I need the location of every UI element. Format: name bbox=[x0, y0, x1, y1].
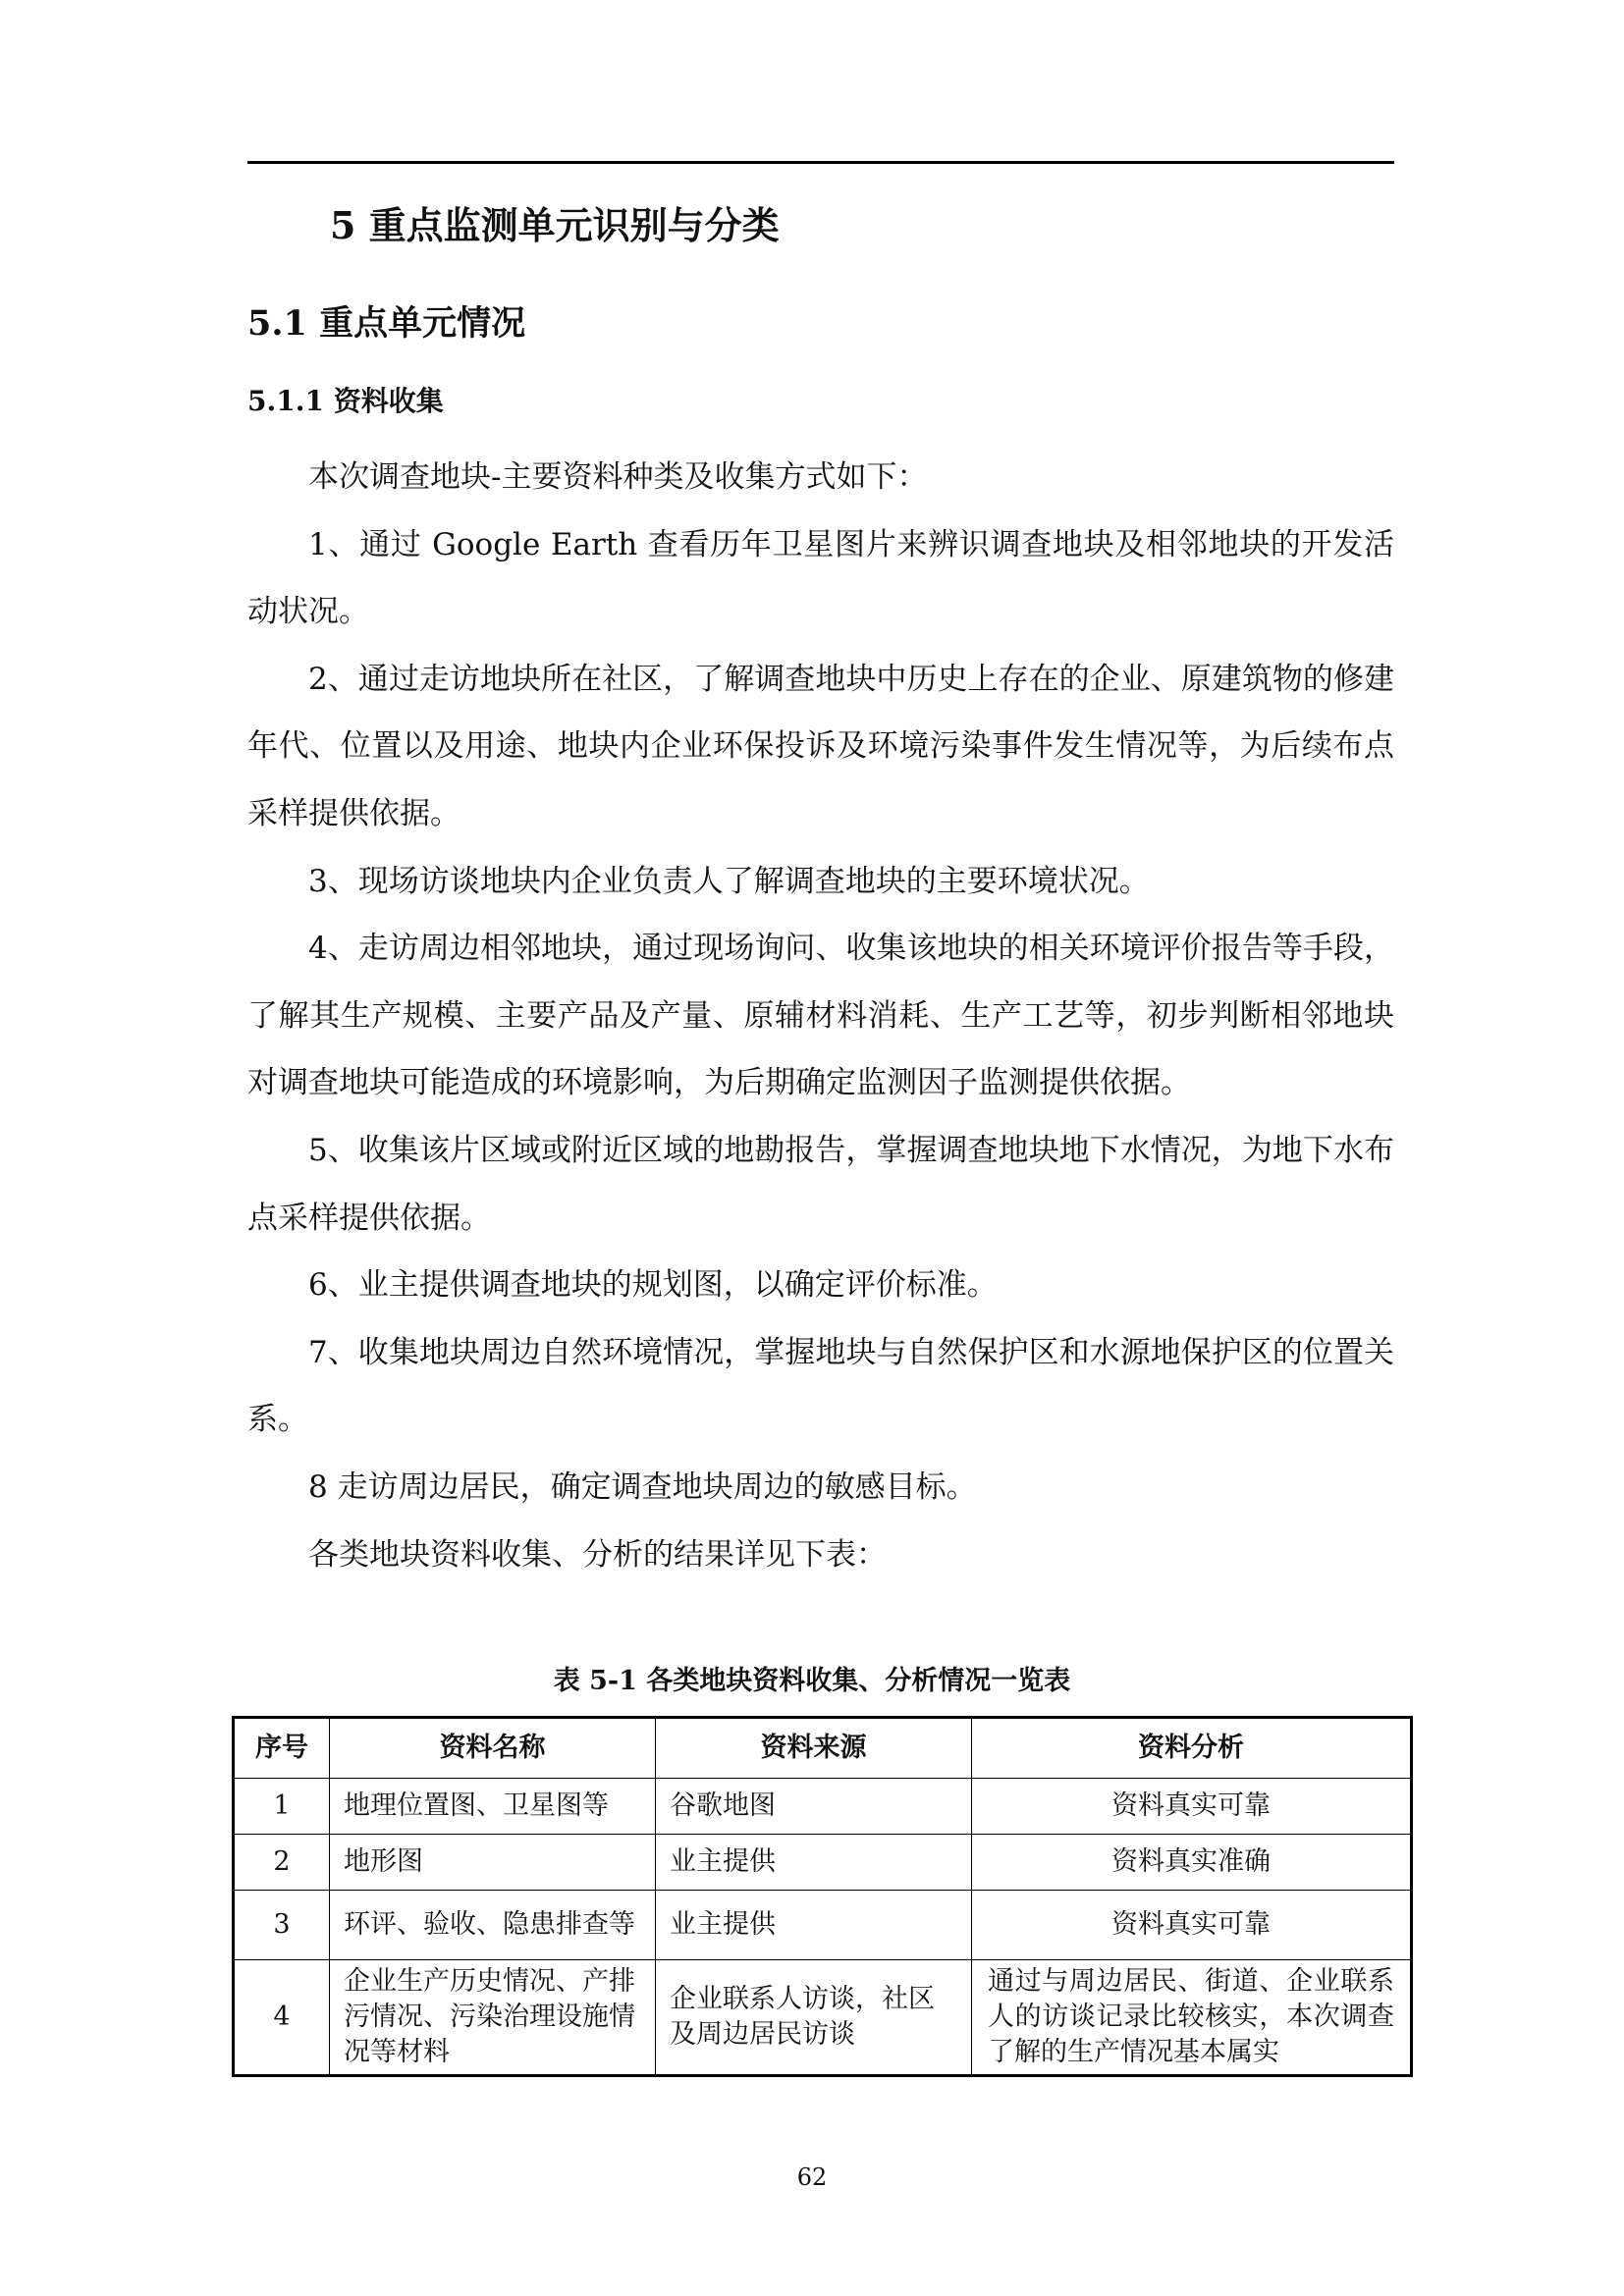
cell-name: 环评、验收、隐患排查等 bbox=[330, 1891, 656, 1960]
header-cell-name: 资料名称 bbox=[330, 1718, 656, 1779]
subsection-title: 5.1.1 资料收集 bbox=[247, 385, 444, 417]
page-number: 62 bbox=[796, 2163, 828, 2191]
paragraph-item-5: 5、收集该片区域或附近区域的地勘报告，掌握调查地块地下水情况，为地下水布点采样提供依据。 bbox=[247, 1132, 1394, 1236]
header-cell-source: 资料来源 bbox=[656, 1718, 972, 1779]
cell-no: 1 bbox=[234, 1779, 330, 1835]
paragraph-item-7: 7、收集地块周边自然环境情况，掌握地块与自然保护区和水源地保护区的位置关系。 bbox=[247, 1334, 1394, 1438]
table-row bbox=[234, 1891, 1412, 1960]
cell-analysis: 资料真实准确 bbox=[972, 1835, 1412, 1891]
header-rule bbox=[247, 161, 1394, 164]
table-caption: 表 5-1 各类地块资料收集、分析情况一览表 bbox=[553, 1666, 1071, 1696]
cell-analysis: 资料真实可靠 bbox=[972, 1891, 1412, 1960]
cell-analysis: 资料真实可靠 bbox=[972, 1779, 1412, 1835]
header-cell-no: 序号 bbox=[234, 1718, 330, 1779]
cell-source: 业主提供 bbox=[656, 1835, 972, 1891]
table-row bbox=[234, 1960, 1412, 2076]
cell-source: 企业联系人访谈，社区及周边居民访谈 bbox=[656, 1960, 972, 2076]
cell-name: 企业生产历史情况、产排污情况、污染治理设施情况等材料 bbox=[330, 1960, 656, 2076]
paragraph-item-8: 8 走访周边居民，确定调查地块周边的敏感目标。 bbox=[308, 1468, 977, 1505]
paragraph-item-6: 6、业主提供调查地块的规划图，以确定评价标准。 bbox=[308, 1267, 998, 1304]
cell-name: 地理位置图、卫星图等 bbox=[330, 1779, 656, 1835]
cell-no: 4 bbox=[234, 1960, 330, 2076]
body-text bbox=[247, 444, 1394, 1588]
paragraph-intro: 本次调查地块-主要资料种类及收集方式如下： bbox=[308, 459, 928, 495]
cell-source: 业主提供 bbox=[656, 1891, 972, 1960]
paragraph-item-1: 1、通过 Google Earth 查看历年卫星图片来辨识调查地块及相邻地块的开发活动状况。 bbox=[247, 526, 1394, 630]
cell-no: 3 bbox=[234, 1891, 330, 1960]
paragraph-table-lead: 各类地块资料收集、分析的结果详见下表： bbox=[308, 1536, 887, 1573]
cell-no: 2 bbox=[234, 1835, 330, 1891]
table-header-row bbox=[234, 1718, 1412, 1779]
header-cell-analysis: 资料分析 bbox=[972, 1718, 1412, 1779]
cell-source: 谷歌地图 bbox=[656, 1779, 972, 1835]
table-row bbox=[234, 1779, 1412, 1835]
paragraph-item-4: 4、走访周边相邻地块，通过现场询问、收集该地块的相关环境评价报告等手段，了解其生产规模、主要产品及产量、原辅材料消耗、生产工艺等，初步判断相邻地块对调查地块可能造成的环境影响，为后期确定监测因子监测提供依据。 bbox=[247, 931, 1394, 1101]
cell-name: 地形图 bbox=[330, 1835, 656, 1891]
paragraph-item-2: 2、通过走访地块所在社区，了解调查地块中历史上存在的企业、原建筑物的修建年代、位置以及用途、地块内企业环保投诉及环境污染事件发生情况等，为后续布点采样提供依据。 bbox=[247, 661, 1394, 831]
section-title: 5.1 重点单元情况 bbox=[247, 303, 526, 344]
chapter-title: 5 重点监测单元识别与分类 bbox=[330, 203, 780, 247]
cell-analysis: 通过与周边居民、街道、企业联系人的访谈记录比较核实，本次调查了解的生产情况基本属实 bbox=[972, 1960, 1412, 2076]
data-table bbox=[232, 1716, 1413, 2077]
paragraph-item-3: 3、现场访谈地块内企业负责人了解调查地块的主要环境状况。 bbox=[308, 863, 1150, 899]
table-row bbox=[234, 1835, 1412, 1891]
